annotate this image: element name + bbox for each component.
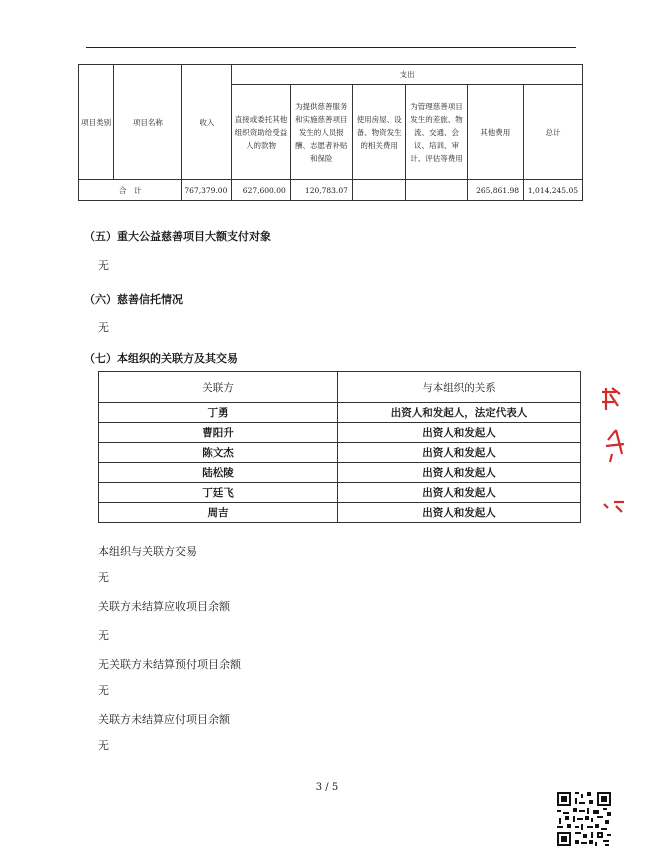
table-row (99, 483, 581, 503)
table-row (99, 403, 581, 423)
party-name: 丁勇 (99, 403, 338, 423)
col-total: 总计 (524, 85, 583, 180)
total-staff-pay: 120,783.07 (290, 180, 352, 201)
table-row (99, 463, 581, 483)
col-mgmt: 为管理慈善项目发生的差旅、物流、交通、会议、培训、审计、评估等费用 (406, 85, 467, 180)
payable-body: 无 (98, 739, 109, 752)
party-name: 曹阳升 (99, 423, 338, 443)
col-expense-group: 支出 (232, 65, 583, 85)
section-6-body: 无 (98, 321, 109, 334)
head-relation: 与本组织的关系 (338, 372, 581, 403)
related-transactions-title: 本组织与关联方交易 (98, 545, 197, 558)
table-row (99, 443, 581, 463)
party-relation: 出资人和发起人 (338, 423, 581, 443)
party-relation: 出资人和发起人 (338, 483, 581, 503)
col-income: 收入 (182, 65, 232, 180)
col-item-type: 项目类别 (79, 65, 114, 180)
table-row (99, 503, 581, 523)
section-5-body: 无 (98, 259, 109, 272)
party-name: 陈文杰 (99, 443, 338, 463)
total-income: 767,379.00 (182, 180, 232, 201)
section-5-title: （五）重大公益慈善项目大额支付对象 (84, 230, 271, 243)
party-relation: 出资人和发起人，法定代表人 (338, 403, 581, 423)
head-party: 关联方 (99, 372, 338, 403)
related-party-table (98, 371, 581, 523)
page-number: 3 / 5 (315, 782, 339, 793)
prepaid-title: 无关联方未结算预付项目余额 (98, 658, 241, 671)
seal-stamp-fragment (598, 384, 628, 524)
expense-table (78, 64, 583, 201)
receivable-title: 关联方未结算应收项目余额 (98, 600, 230, 613)
col-staff-pay: 为提供慈善服务和实施慈善项目发生的人员报酬、志愿者补贴和保险 (290, 85, 352, 180)
total-mgmt (406, 180, 467, 201)
header-rule (86, 47, 576, 48)
total-asset-use (352, 180, 406, 201)
party-relation: 出资人和发起人 (338, 503, 581, 523)
col-direct-grant: 直接或委托其他组织资助给受益人的款物 (232, 85, 290, 180)
payable-title: 关联方未结算应付项目余额 (98, 713, 230, 726)
total-label: 合 计 (79, 180, 182, 201)
table-row (99, 423, 581, 443)
section-7-title: （七）本组织的关联方及其交易 (84, 352, 238, 365)
party-name: 丁廷飞 (99, 483, 338, 503)
party-name: 陆松陵 (99, 463, 338, 483)
section-6-title: （六）慈善信托情况 (84, 293, 183, 306)
total-other: 265,861.98 (467, 180, 524, 201)
col-item-name: 项目名称 (114, 65, 182, 180)
total-direct-grant: 627,600.00 (232, 180, 290, 201)
receivable-body: 无 (98, 629, 109, 642)
total-sum: 1,014,245.05 (524, 180, 583, 201)
related-transactions-body: 无 (98, 571, 109, 584)
party-name: 周吉 (99, 503, 338, 523)
col-asset-use: 使用房屋、设备、物资发生的相关费用 (352, 85, 406, 180)
prepaid-body: 无 (98, 684, 109, 697)
qr-code (555, 790, 613, 848)
col-other: 其他费用 (467, 85, 524, 180)
party-relation: 出资人和发起人 (338, 443, 581, 463)
party-relation: 出资人和发起人 (338, 463, 581, 483)
